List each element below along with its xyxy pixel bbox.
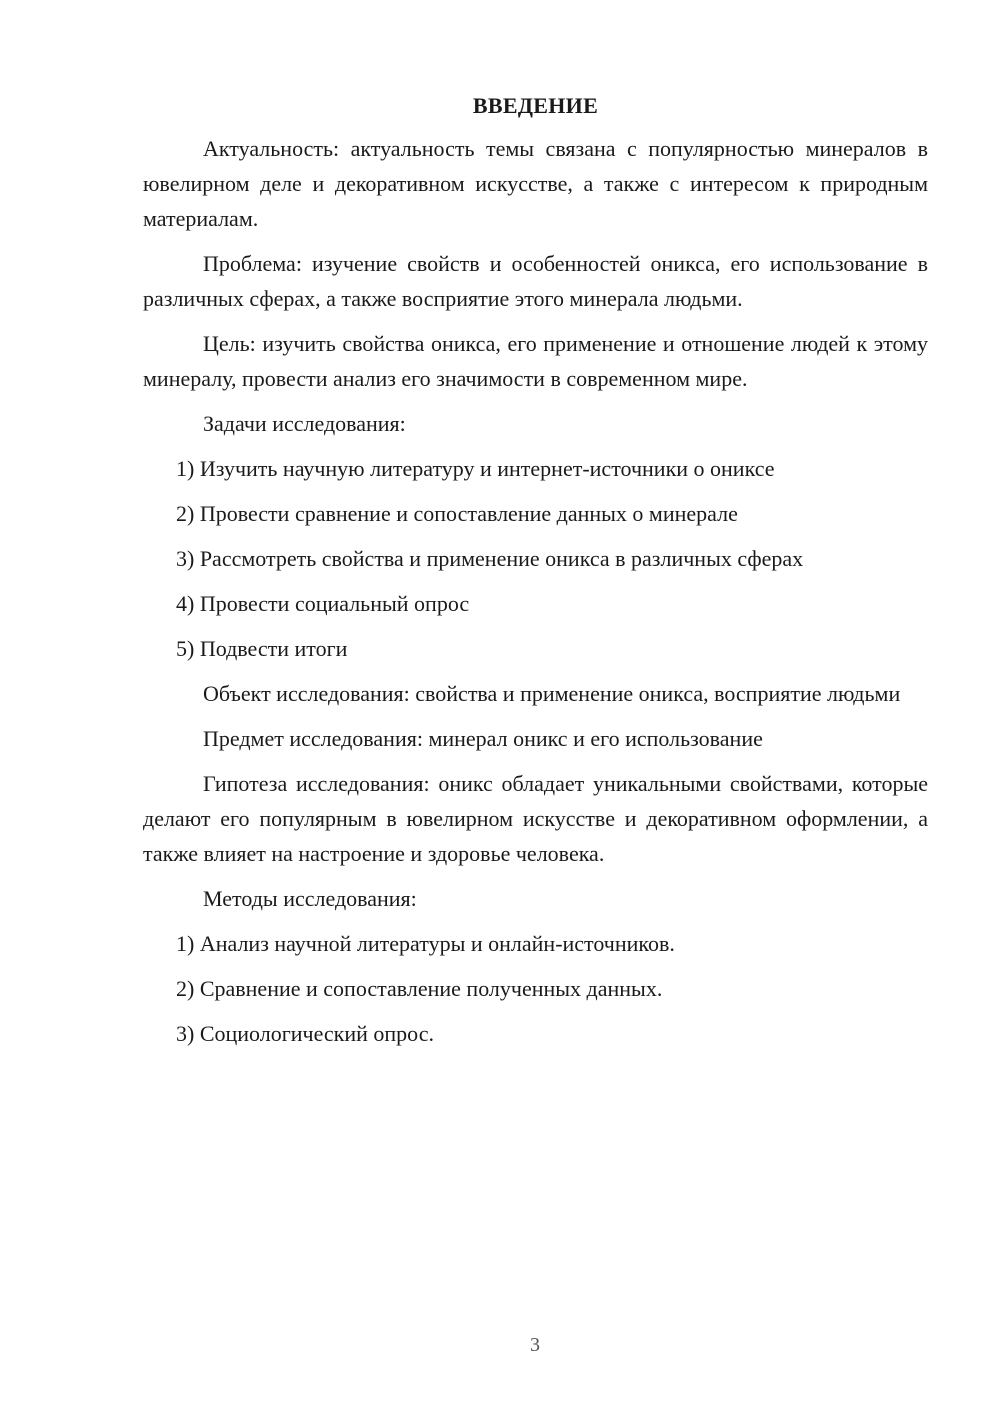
hypothesis-paragraph: Гипотеза исследования: оникс обладает уникальными свойствами, которые делают его популярным в ювелирном искусстве и декоративном оформлении, а также влияет на настроение и здоровье человека. [143,771,928,866]
section-heading: ВВЕДЕНИЕ [472,93,599,118]
subject-paragraph: Предмет исследования: минерал оникс и его использование [203,726,763,751]
task-item: 5) Подвести итоги [176,636,348,661]
page-content [143,90,928,1061]
page-number: 3 [530,1334,540,1356]
goal-paragraph: Цель: изучить свойства оникса, его применение и отношение людей к этому минералу, провести анализ его значимости в современном мире. [143,331,928,391]
task-item: 3) Рассмотреть свойства и применение оникса в различных сферах [176,546,804,571]
method-item: 3) Социологический опрос. [176,1021,434,1046]
relevance-paragraph: Актуальность: актуальность темы связана с популярностью минералов в ювелирном деле и декоративном искусстве, а также с интересом к природным материалам. [143,136,928,231]
task-item: 2) Провести сравнение и сопоставление данных о минерале [176,501,738,526]
method-item: 1) Анализ научной литературы и онлайн-источников. [176,931,675,956]
tasks-title: Задачи исследования: [203,411,406,436]
task-item: 1) Изучить научную литературу и интернет-источники о ониксе [176,456,775,481]
methods-title: Методы исследования: [203,886,417,911]
task-item: 4) Провести социальный опрос [176,591,470,616]
method-item: 2) Сравнение и сопоставление полученных данных. [176,976,663,1001]
object-paragraph: Объект исследования: свойства и применение оникса, восприятие людьми [203,681,901,706]
problem-paragraph: Проблема: изучение свойств и особенностей оникса, его использование в различных сферах, а также восприятие этого минерала людьми. [143,251,928,311]
